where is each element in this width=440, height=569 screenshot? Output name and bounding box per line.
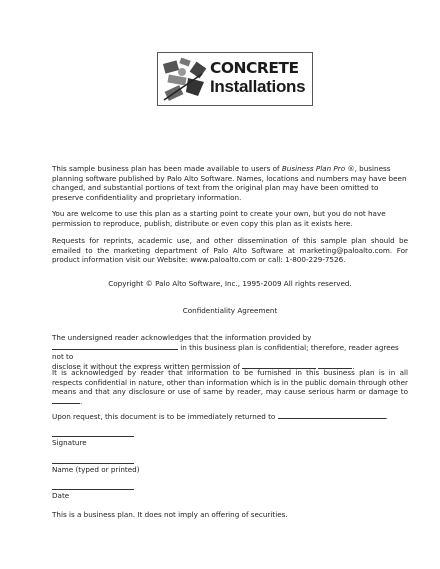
signature-label: Signature (52, 438, 87, 447)
agreement-title: Confidentiality Agreement (182, 306, 278, 315)
undersigned-paragraph: The undersigned reader acknowledges that the information provided by in this business plan is confidential; therefore, reader agrees not to disclose it without the express written permission of . (52, 333, 399, 371)
name-line[interactable] (52, 463, 134, 464)
acknowledged-paragraph: It is acknowledged by reader that information to be furnished in this business plan is in all respects confidential in nature, other than information which is in the public domain through other means and that any disclosure or use of same by reader, may cause serious harm or damage to . (52, 368, 408, 406)
concrete-tools-icon (162, 56, 208, 102)
disclaimer-text: This is a business plan. It does not imply an offering of securities. (52, 510, 288, 519)
return-paragraph: Upon request, this document is to be immediately returned to . (52, 412, 388, 421)
return-to-blank[interactable] (278, 412, 386, 419)
intro-paragraph: This sample business plan has been made available to users of Business Plan Pro ®, business planning software published by Palo Alto Software. Names, locations and numbers may have been changed, and substantial portions of text from the original plan may have been omitted to preserve confidentiality and proprietary information. (52, 164, 407, 202)
requests-paragraph: Requests for reprints, academic use, and other dissemination of this sample plan should be emailed to the marketing department of Palo Alto Software at marketing@paloalto.com. For product information visit our Website: www.paloalto.com or call: 1-800-229-7526. (52, 236, 408, 264)
signature-line[interactable] (52, 436, 134, 437)
name-label: Name (typed or printed) (52, 465, 140, 474)
copyright-text: Copyright © Palo Alto Software, Inc., 1995-2009 All rights reserved. (108, 279, 352, 288)
logo-title: CONCRETE (210, 59, 299, 77)
company-logo (157, 52, 313, 106)
damage-party-blank[interactable] (52, 397, 80, 404)
date-line[interactable] (52, 489, 134, 490)
date-label: Date (52, 491, 70, 500)
product-name: Business Plan Pro ® (281, 164, 355, 173)
company-name-blank[interactable] (52, 343, 178, 350)
logo-subtitle: Installations (210, 77, 306, 96)
welcome-paragraph: You are welcome to use this plan as a starting point to create your own, but you do not have permission to reproduce, publish, distribute or even copy this plan as it exists here. (52, 209, 386, 228)
